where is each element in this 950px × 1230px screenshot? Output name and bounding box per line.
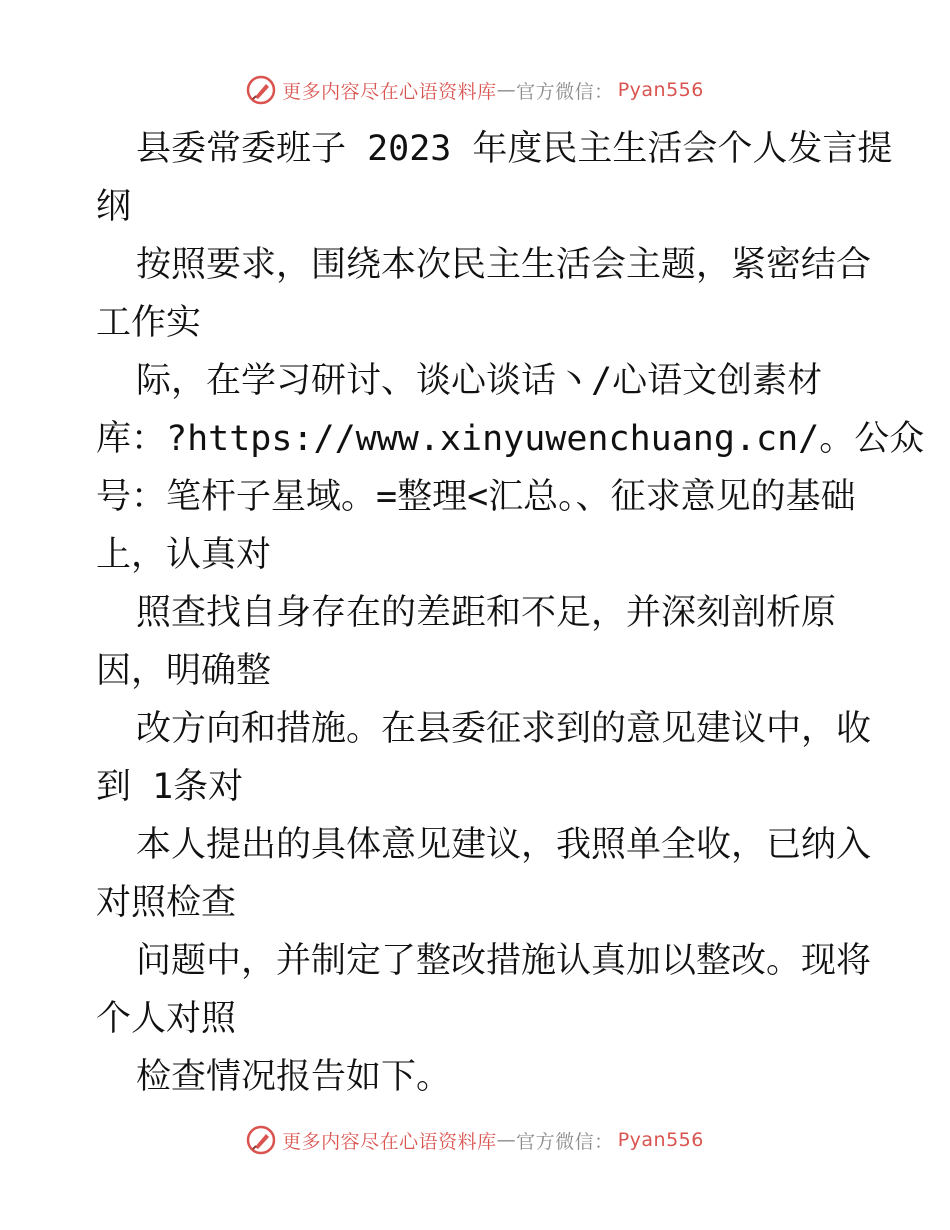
watermark-dash: — (496, 1129, 517, 1151)
quill-pen-icon (246, 1125, 276, 1155)
watermark-text: 更多内容尽在心语资料库 (282, 1130, 497, 1153)
watermark-wechat-label: 官方微信： (516, 1130, 614, 1153)
paragraph-line: 际，在学习研讨、谈心谈话丶/心语文创素材 (136, 361, 823, 401)
paragraph-line: 对照检查 (96, 883, 237, 923)
paragraph-line: 库：?https://www.xinyuwenchuang.cn/。公众 (96, 419, 925, 459)
footer-watermark (0, 1120, 950, 1160)
watermark-wechat-id: Pyan556 (617, 1129, 704, 1151)
paragraph-line: 个人对照 (96, 999, 237, 1039)
paragraph-line: 问题中，并制定了整改措施认真加以整改。现将 (136, 941, 872, 981)
document-title-line-1: 县委常委班子 2023 年度民主生活会个人发言提 (136, 129, 893, 169)
watermark-dash: — (496, 79, 517, 101)
paragraph-line: 检查情况报告如下。 (136, 1057, 452, 1097)
paragraph-line: 按照要求，围绕本次民主生活会主题，紧密结合 (136, 245, 872, 285)
paragraph-line: 上，认真对 (96, 535, 272, 575)
document-title-line-2: 纲 (96, 187, 132, 227)
paragraph-line: 本人提出的具体意见建议，我照单全收，已纳入 (136, 825, 872, 865)
paragraph-line: 到 1条对 (96, 767, 244, 807)
watermark-wechat-label: 官方微信： (516, 80, 614, 103)
quill-pen-icon (246, 75, 276, 105)
header-watermark (0, 70, 950, 110)
paragraph-line: 照查找自身存在的差距和不足，并深刻剖析原 (136, 593, 837, 633)
paragraph-line: 号：笔杆子星域。=整理<汇总。、征求意见的基础 (96, 477, 856, 517)
watermark-wechat-id: Pyan556 (617, 79, 704, 101)
document-body (96, 120, 925, 1106)
watermark-text: 更多内容尽在心语资料库 (282, 80, 497, 103)
paragraph-line: 改方向和措施。在县委征求到的意见建议中，收 (136, 709, 872, 749)
paragraph-line: 因，明确整 (96, 651, 272, 691)
paragraph-line: 工作实 (96, 303, 202, 343)
